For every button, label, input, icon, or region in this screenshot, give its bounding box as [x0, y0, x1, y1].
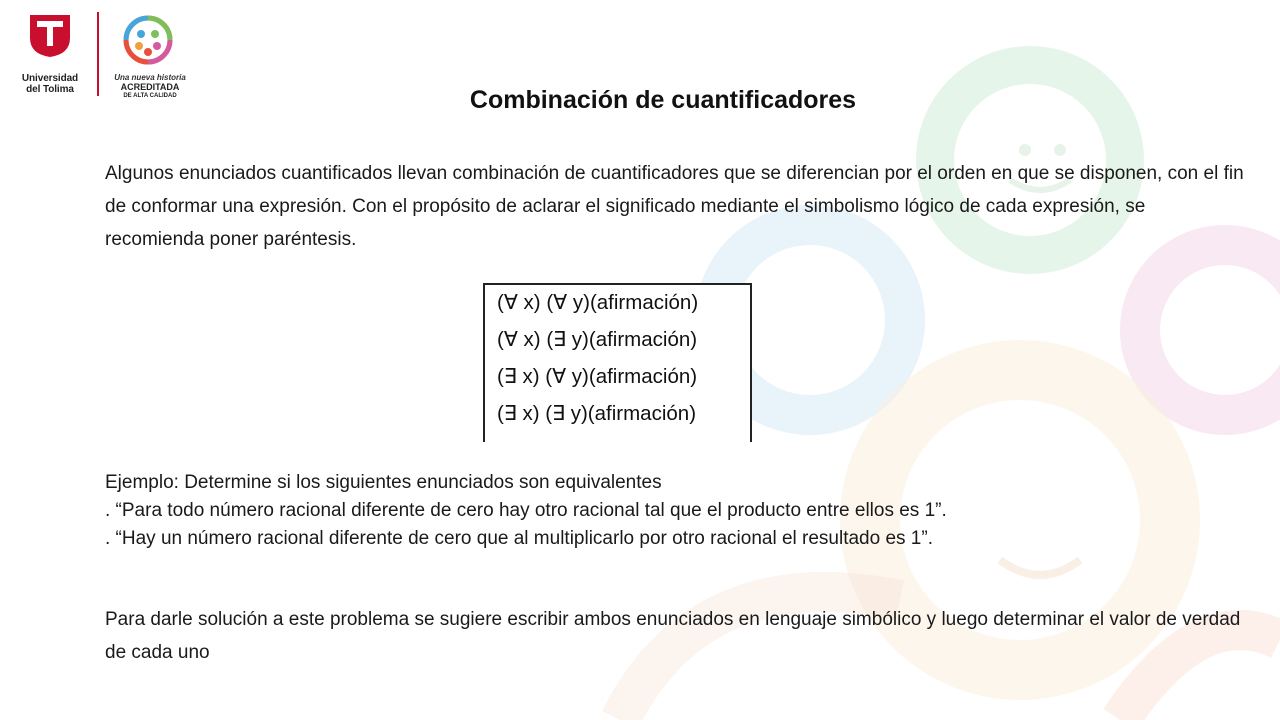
- example-heading: Ejemplo: Determine si los siguientes enunciados son equivalentes: [105, 472, 662, 493]
- formula-line: (∀ x) (∀ y)(afirmación): [497, 291, 699, 314]
- accreditation-tagline: Una nueva historia: [114, 73, 186, 82]
- example-block: [105, 469, 1245, 553]
- logo-divider: [97, 12, 99, 96]
- intro-paragraph: Algunos enunciados cuantificados llevan combinación de cuantificadores que se diferencian por el orden en que se disponen, con el fin de conformar una expresión. Con el propósito de aclarar el significado mediante el simbolismo lógico de cada expresión, se recomienda poner paréntesis.: [105, 163, 1244, 250]
- formula-line: (∃ x) (∃ y)(afirmación): [497, 402, 697, 425]
- example-statement-1: . “Para todo número racional diferente de cero hay otro racional tal que el producto entre ellos es 1”.: [105, 500, 947, 521]
- accreditation-ring-icon: [122, 14, 174, 66]
- university-name-line1: Universidad: [21, 73, 79, 84]
- formula-line: (∀ x) (∃ y)(afirmación): [497, 328, 698, 351]
- solution-paragraph: Para darle solución a este problema se sugiere escribir ambos enunciados en lenguaje simbólico y luego determinar el valor de verdad de cada uno: [105, 609, 1241, 663]
- quantifier-formula-figure: [483, 283, 752, 442]
- accreditation-label: ACREDITADA: [120, 82, 180, 92]
- university-logo: [18, 12, 82, 95]
- university-name-line2: del Tolima: [26, 84, 74, 95]
- slide-title: Combinación de cuantificadores: [469, 86, 857, 114]
- formula-line: (∃ x) (∀ y)(afirmación): [497, 365, 698, 388]
- accreditation-sublabel: DE ALTA CALIDAD: [123, 93, 177, 99]
- example-statement-2: . “Hay un número racional diferente de cero que al multiplicarlo por otro racional el resultado es 1”.: [105, 528, 933, 549]
- ut-shield-icon: [27, 12, 73, 58]
